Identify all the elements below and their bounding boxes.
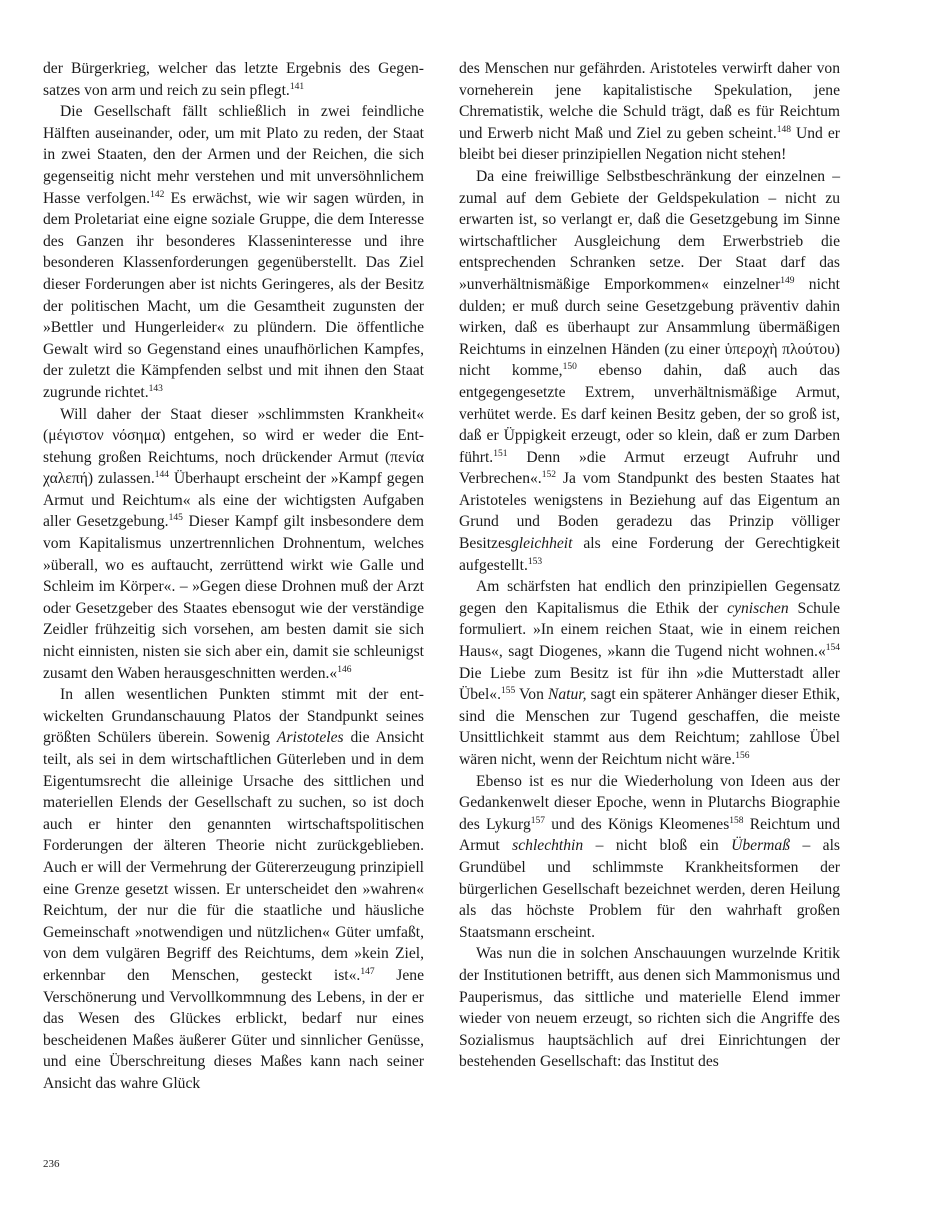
text-run: In allen wesentlichen Punkten stimmt mit der entwickelten Grundanschauung Platos der Standpunkt seines größten Schülers überein. Sowenig: [43, 686, 424, 747]
text-run: Und er bleibt bei dieser prinzipiellen Negation nicht stehen!: [459, 124, 840, 164]
text-run: Ebenso ist es nur die Wiederholung von Ideen aus der Gedankenwelt dieser Epoche, wenn in Plutarchs Biographie des Lykurg: [459, 772, 840, 833]
paragraph: [43, 58, 424, 101]
paragraph: [43, 101, 424, 403]
emphasized-text: gleichheit: [510, 535, 573, 553]
emphasized-text: Natur,: [547, 686, 587, 704]
text-run: Es erwächst, wie wir sagen würden, in dem Proletariat eine eigne soziale Gruppe, die dem Interesse des Ganzen ihr besonderes Klasseninteresse und ihre besonderen Klassenforderungen gegenüberstellt. Das Ziel dieser Forderungen aber ist nichts Geringeres, als der Besitz der politischen Macht, um die Gesamtheit zugunsten der »Bettler und Hungerleider« zu plündern. Die öffentliche Gewalt wird so Gegenstand eines unaufhörlichen Kampfes, der zuletzt die Kämpfenden selbst und mit ihnen den Staat zugrunde richtet.: [43, 189, 424, 401]
footnote-marker: 145: [168, 513, 183, 524]
footnote-marker: 148: [776, 124, 791, 135]
emphasized-text: Aristoteles: [276, 729, 344, 747]
right-text-column: [459, 58, 840, 1073]
paragraph: [43, 684, 424, 1094]
footnote-marker: 144: [154, 470, 169, 481]
left-text-column: [43, 58, 424, 1095]
footnote-marker: 142: [150, 189, 165, 200]
text-run: und des Königs Kleomenes: [545, 815, 730, 833]
text-run: nicht dulden; er muß durch seine Gesetzgebung präventiv dahin wirken, daß es überhaupt zur Ansammlung übermäßigen Reichtums in einzelnen Händen (zu einer ὑπεροχὴ πλούτου) nicht komme,: [459, 275, 840, 380]
paragraph: [43, 404, 424, 685]
text-run: Was nun die in solchen Anschauungen wurzelnde Kritik der Institutionen betrifft, aus denen sich Mammonismus und Pauperismus, das sittliche und materielle Elend immer wieder von neuem erzeugt, so richten sich die Angriffe des Sozialismus hauptsächlich auf drei Einrichtungen der bestehenden Gesellschaft: das Institut des: [459, 945, 840, 1071]
text-run: Die Gesellschaft fällt schließlich in zwei feindliche Hälften auseinander, oder, um mit Plato zu reden, der Staat in zwei Staaten, den der Armen und der Reichen, die sich gegenseitig nicht mehr verstehen und mit unversöhnlichem Hasse verfolgen.: [43, 103, 424, 207]
text-run: als eine Forderung der Gerechtigkeit aufgestellt.: [459, 535, 840, 574]
footnote-marker: 151: [493, 448, 508, 459]
emphasized-text: schlechthin: [512, 837, 584, 855]
footnote-marker: 147: [360, 966, 375, 977]
footnote-marker: 156: [735, 751, 750, 761]
text-run: Schule formuliert. »In einem reichen Staat, wie in einem reichen Haus«, sagt Diogenes, »kann die Tugend nicht wohnen.«: [459, 599, 840, 661]
text-run: sagt ein späterer Anhänger dieser Ethik, sind die Menschen zur Tugend geschaffen, die meiste Unsittlichkeit stammt aus dem Reichtum; zahllose Übel wären nicht, wenn der Reichtum nicht wäre.: [459, 686, 841, 768]
text-run: Reichtum und Armut: [459, 815, 840, 855]
text-run: ebenso dahin, daß auch das entgegengesetzte Extrem, unverhältnismäßige Armut, verhütet werde. Es darf keinen Besitz geben, der so groß ist, daß er Üppigkeit erzeugt, oder so klein, daß er zum Darben führt.: [459, 362, 840, 466]
footnote-marker: 157: [530, 815, 546, 826]
paragraph: [459, 58, 840, 166]
footnote-marker: 153: [527, 556, 543, 567]
footnote-marker: 143: [148, 383, 163, 394]
footnote-marker: 158: [729, 815, 744, 826]
text-run: Denn »die Armut erzeugt Aufruhr und Verbrechen«.: [459, 448, 840, 488]
footnote-marker: 154: [825, 643, 840, 654]
text-run: des Menschen nur gefährden. Aristoteles verwirft daher von vorneherein jene kapitalistische Spekulation, jene Chrematistik, welche die Schuld trägt, daß es für Reichtum und Erwerb nicht Maß und Ziel zu geben scheint.: [459, 60, 840, 142]
text-run: Will daher der Staat dieser »schlimmsten Krankheit« (μέγιστον νόσημα) entgehen, so wird er weder die Entstehung großen Reichtums, noch drückender Armut (πενία χαλεπή) zulassen.: [43, 405, 424, 488]
paragraph: [459, 771, 840, 944]
page-number: 236: [43, 1158, 60, 1170]
footnote-marker: 141: [289, 81, 305, 92]
text-run: der Bürgerkrieg, welcher das letzte Ergebnis des Gegensatzes von arm und reich zu sein pflegt.: [43, 60, 424, 99]
footnote-marker: 149: [780, 275, 795, 286]
footnote-marker: 152: [541, 470, 556, 481]
text-run: Die Liebe zum Besitz ist für ihn »die Mutterstadt aller Übel«.: [459, 664, 840, 704]
paragraph: [459, 576, 840, 770]
text-run: Dieser Kampf gilt insbesondere dem vom Kapitalismus unzertrennlichen Drohnentum, welches »überall, wo es auftaucht, zerrüttend wirkt wie Galle und Schleim im Körper«. – »Gegen diese Drohnen muß der Arzt oder Gesetzgeber des Staates ebensogut wie der verständige Zeidler frühzeitig sich vorsehen, am besten damit sie sich nicht einnisten, nisten sie sich aber ein, damit sie schleunigst zusamt den Waben herausgeschnitten werden.«: [43, 513, 424, 682]
emphasized-text: Übermaß: [731, 837, 791, 855]
text-run: Da eine freiwillige Selbstbeschränkung der einzelnen – zumal auf dem Gebiete der Geldspekulation – nicht zu erwarten ist, so verlangt er, daß die Gesetzgebung im Sinne wirtschaftlicher Ausgleichung dem Erwerbstrieb die entsprechenden Schranken setze. Der Staat darf das »unverhältnismäßige Emporkommen« einzelner: [459, 167, 840, 293]
paragraph: [459, 166, 840, 576]
text-run: Am schärfsten hat endlich den prinzipiellen Gegensatz gegen den Kapitalismus die Ethik der: [459, 578, 840, 617]
text-run: – nicht bloß ein: [583, 837, 732, 855]
emphasized-text: cynischen: [727, 599, 789, 617]
footnote-marker: 155: [501, 686, 516, 697]
text-run: Ja vom Standpunkt des besten Staates hat Aristoteles wenigstens in Beziehung auf das Eigentum an Grund und Boden geradezu das Prinzip völliger Besitzes: [459, 470, 840, 553]
text-run: die Ansicht teilt, als sei in dem wirtschaftlichen Güterleben und in dem Eigentumsrecht die alleinige Ursache des sittlichen und materiellen Elends der Gesellschaft zu suchen, so ist doch auch er hinter den genannten wirtschaftspolitischen Forderungen der älteren Theorie nicht zurückgeblieben. Auch er will der Vermehrung der Gütererzeugung prinzipiell eine Grenze gesetzt wissen. Er unterscheidet den »wahren« Reichtum, der nur die für die staatliche und häusliche Gemeinschaft »notwendigen und nützlichen« Güter umfaßt, von dem vulgären Begriff des Reichtums, dem »kein Ziel, erkennbar den Menschen, gesteckt ist«.: [43, 729, 424, 984]
footnote-marker: 150: [562, 362, 577, 373]
footnote-marker: 146: [337, 664, 352, 675]
text-run: Von: [515, 686, 548, 704]
text-run: Überhaupt erscheint der »Kampf gegen Armut und Reichtum« als eine der wichtigsten Aufgaben aller Gesetzgebung.: [43, 470, 425, 531]
paragraph: [459, 943, 840, 1073]
text-run: Jene Verschönerung und Vervollkommnung des Lebens, in der er das Wesen des Glückes erblickt, bedarf nur eines bescheidenen Maßes äußerer Güter und sinnlicher Genüsse, und eine Überschreitung dieses Maßes kann nach seiner Ansicht das wahre Glück: [43, 966, 425, 1092]
text-run: – als Grundübel und schlimmste Krankheitsformen der bürgerlichen Gesellschaft bezeichnet werden, deren Heilung als das höchste Problem für den wahrhaft großen Staatsmann erscheint.: [459, 837, 840, 941]
